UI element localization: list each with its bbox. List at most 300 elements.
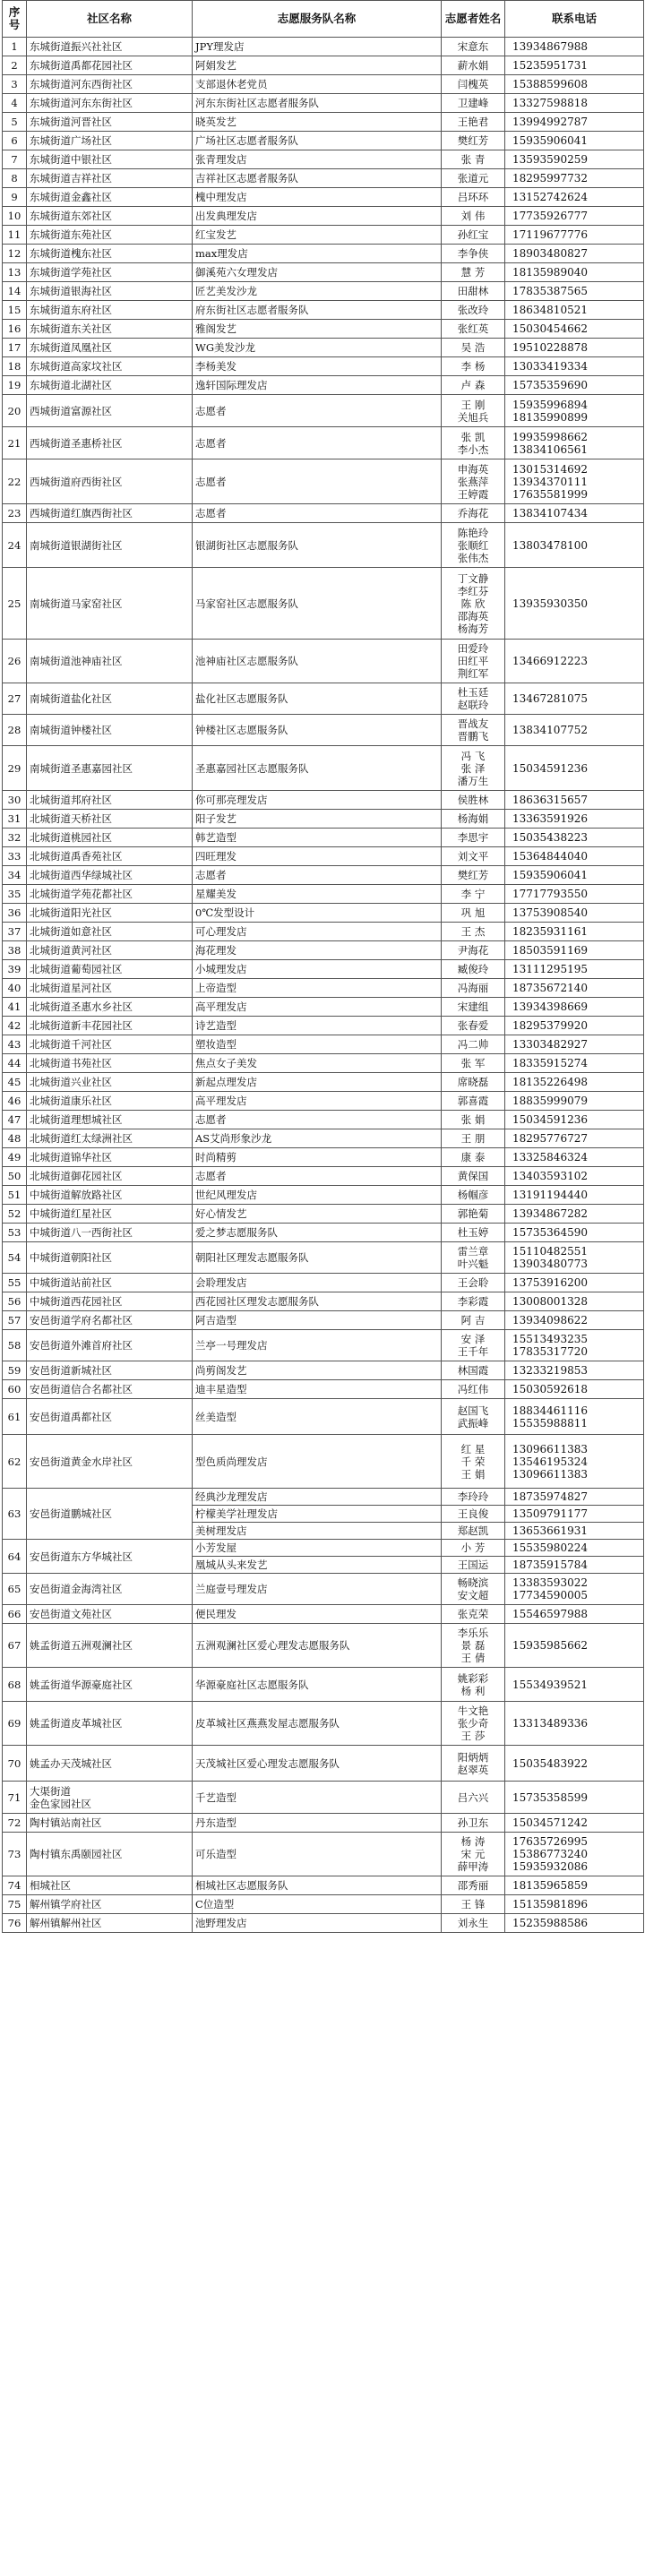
row-team: 志愿者: [193, 504, 442, 523]
table-row: [3, 1876, 644, 1895]
row-phone: 15110482551 13903480773: [505, 1242, 644, 1274]
row-seq: 76: [3, 1914, 27, 1933]
row-volunteer: 郭艳菊: [442, 1205, 505, 1224]
row-community: 北城街道书苑社区: [27, 1054, 193, 1073]
row-seq: 14: [3, 282, 27, 301]
row-team: 型色质尚理发店: [193, 1435, 442, 1489]
row-volunteer: 侯胜林: [442, 791, 505, 810]
row-seq: 51: [3, 1186, 27, 1205]
row-phone: 13834107434: [505, 504, 644, 523]
table-row: [3, 150, 644, 169]
row-volunteer: 张改玲: [442, 301, 505, 320]
table-row: [3, 1167, 644, 1186]
table-row: [3, 904, 644, 923]
row-seq: 33: [3, 847, 27, 866]
row-volunteer: 阿 吉: [442, 1311, 505, 1330]
row-seq: 24: [3, 523, 27, 568]
row-volunteer: 卢 森: [442, 376, 505, 395]
row-team: 银湖街社区志愿服务队: [193, 523, 442, 568]
row-team: 阳子发艺: [193, 810, 442, 829]
row-phone-entry: 13653661931: [505, 1522, 643, 1539]
row-phone: 18634810521: [505, 301, 644, 320]
table-row: [3, 791, 644, 810]
row-seq: 30: [3, 791, 27, 810]
row-seq: 6: [3, 132, 27, 150]
row-community: 东城街道高家坟社区: [27, 357, 193, 376]
row-seq: 2: [3, 56, 27, 75]
row-community: 南城街道盐化社区: [27, 683, 193, 715]
row-community: 东城街道金鑫社区: [27, 188, 193, 207]
table-row: [3, 1274, 644, 1292]
row-community: 北城街道西华绿城社区: [27, 866, 193, 885]
table-row: [3, 1833, 644, 1876]
row-phone-entry: 18735974827: [512, 1490, 588, 1503]
table-row: [3, 715, 644, 746]
row-volunteer: 李 杨: [442, 357, 505, 376]
row-volunteer: 席晓磊: [442, 1073, 505, 1092]
row-seq: 31: [3, 810, 27, 829]
row-team: C位造型: [193, 1895, 442, 1914]
table-row: [3, 640, 644, 683]
row-seq: 40: [3, 979, 27, 998]
table-row: [3, 1035, 644, 1054]
table-row: [3, 395, 644, 427]
row-seq: 61: [3, 1399, 27, 1435]
row-volunteer: 杜玉廷 赵联玲: [442, 683, 505, 715]
row-community: 东城街道河晋社区: [27, 113, 193, 132]
row-phone: 13233219853: [505, 1361, 644, 1380]
row-team: 出发典理发店: [193, 207, 442, 226]
row-phone: 15534939521: [505, 1668, 644, 1702]
row-volunteer: 冯 飞 张 泽 潘万生: [442, 746, 505, 791]
table-row: [3, 188, 644, 207]
row-volunteer: [442, 1489, 505, 1540]
row-community: 相城社区: [27, 1876, 193, 1895]
row-volunteer: 王会聆: [442, 1274, 505, 1292]
row-volunteer: 康 泰: [442, 1148, 505, 1167]
table-row: [3, 376, 644, 395]
row-volunteer: 李彩霞: [442, 1292, 505, 1311]
row-phone: 13015314692 13934370111 17635581999: [505, 459, 644, 504]
row-team: 志愿者: [193, 1167, 442, 1186]
row-seq: 48: [3, 1129, 27, 1148]
row-phone: 15034591236: [505, 746, 644, 791]
row-community: 安邑街道新城社区: [27, 1361, 193, 1380]
row-community: 西城街道富源社区: [27, 395, 193, 427]
table-row: [3, 301, 644, 320]
row-team: 好心情发艺: [193, 1205, 442, 1224]
row-phone: 13152742624: [505, 188, 644, 207]
table-header-row: [3, 1, 644, 38]
row-volunteer: 吴 浩: [442, 339, 505, 357]
table-row: [3, 1489, 644, 1540]
row-phone: 19935998662 13834106561: [505, 427, 644, 459]
row-community: 安邑街道信合名都社区: [27, 1380, 193, 1399]
row-community: 北城街道如意社区: [27, 923, 193, 941]
row-phone: 17835387565: [505, 282, 644, 301]
row-volunteer: 雷兰章 叶兴魁: [442, 1242, 505, 1274]
row-seq: 16: [3, 320, 27, 339]
row-community: 中城街道解放路社区: [27, 1186, 193, 1205]
row-seq: 44: [3, 1054, 27, 1073]
row-team: 志愿者: [193, 459, 442, 504]
row-volunteer: 闫槐英: [442, 75, 505, 94]
row-volunteer: 郭喜霞: [442, 1092, 505, 1111]
row-phone: 13934098622: [505, 1311, 644, 1330]
table-row: [3, 1148, 644, 1167]
row-seq: 32: [3, 829, 27, 847]
row-seq: 21: [3, 427, 27, 459]
row-phone: 15034571242: [505, 1814, 644, 1833]
row-phone: 15546597988: [505, 1605, 644, 1624]
row-phone: 13033419334: [505, 357, 644, 376]
row-volunteer: 张克荣: [442, 1605, 505, 1624]
row-community: 北城街道阳光社区: [27, 904, 193, 923]
row-volunteer: 张 娟: [442, 1111, 505, 1129]
row-phone: 13325846324: [505, 1148, 644, 1167]
row-phone: 15364844040: [505, 847, 644, 866]
table-row: [3, 357, 644, 376]
row-team: 高平理发店: [193, 1092, 442, 1111]
table-row: [3, 113, 644, 132]
table-row: [3, 1361, 644, 1380]
table-row: [3, 94, 644, 113]
row-volunteer: 张红英: [442, 320, 505, 339]
row-community: 北城街道天桥社区: [27, 810, 193, 829]
row-volunteer: 林国霞: [442, 1361, 505, 1380]
row-community: 东城街道东郊社区: [27, 207, 193, 226]
row-phone-entry: 13509791177: [505, 1505, 643, 1522]
row-volunteer: 安 泽 王千年: [442, 1330, 505, 1361]
table-row: [3, 75, 644, 94]
row-team: 便民理发: [193, 1605, 442, 1624]
row-team: 雅阁发艺: [193, 320, 442, 339]
row-community: 北城街道御花园社区: [27, 1167, 193, 1186]
row-team: WG美发沙龙: [193, 339, 442, 357]
row-phone: 13313489336: [505, 1702, 644, 1746]
row-phone: 18834461116 15535988811: [505, 1399, 644, 1435]
row-seq: 47: [3, 1111, 27, 1129]
row-phone: 13383593022 17734590005: [505, 1574, 644, 1605]
row-community: 姚孟办天茂城社区: [27, 1746, 193, 1782]
row-volunteer: 宋建组: [442, 998, 505, 1017]
row-seq: 49: [3, 1148, 27, 1167]
row-team: 丝美造型: [193, 1399, 442, 1435]
row-seq: 15: [3, 301, 27, 320]
row-volunteer: 王 锋: [442, 1895, 505, 1914]
row-community: 陶村镇东禹颐园社区: [27, 1833, 193, 1876]
row-seq: 63: [3, 1489, 27, 1540]
table-row: [3, 960, 644, 979]
row-volunteer: 红 星 千 荣 王 娟: [442, 1435, 505, 1489]
row-volunteer: 李争侠: [442, 245, 505, 263]
row-community: 北城街道红太绿洲社区: [27, 1129, 193, 1148]
row-seq: 53: [3, 1224, 27, 1242]
row-team: 志愿者: [193, 1111, 442, 1129]
row-seq: 67: [3, 1624, 27, 1668]
row-seq: 20: [3, 395, 27, 427]
row-community: 解州镇解州社区: [27, 1914, 193, 1933]
row-community: 北城街道康乐社区: [27, 1092, 193, 1111]
row-team: 时尚精剪: [193, 1148, 442, 1167]
row-volunteer: 刘 伟: [442, 207, 505, 226]
row-community: 西城街道红旗西街社区: [27, 504, 193, 523]
row-community: 北城街道锦华社区: [27, 1148, 193, 1167]
row-seq: 54: [3, 1242, 27, 1274]
row-seq: 56: [3, 1292, 27, 1311]
row-seq: 45: [3, 1073, 27, 1092]
row-phone: 15735358599: [505, 1782, 644, 1814]
row-volunteer: 杨 涛 宋 元 薛甲涛: [442, 1833, 505, 1876]
row-community: 北城街道葡萄园社区: [27, 960, 193, 979]
row-seq: 27: [3, 683, 27, 715]
row-phone: 13834107752: [505, 715, 644, 746]
table-row: [3, 38, 644, 56]
row-seq: 4: [3, 94, 27, 113]
row-volunteer: 杜玉婷: [442, 1224, 505, 1242]
row-volunteer: 李乐乐 景 磊 王 倩: [442, 1624, 505, 1668]
row-team: 小城理发店: [193, 960, 442, 979]
row-team: 上帝造型: [193, 979, 442, 998]
row-team-entry: 美树理发店: [193, 1522, 441, 1539]
row-team: 五洲观澜社区爱心理发志愿服务队: [193, 1624, 442, 1668]
row-volunteer: 陈艳玲 张顺红 张伟杰: [442, 523, 505, 568]
table-row: [3, 1895, 644, 1914]
row-phone: 13934398669: [505, 998, 644, 1017]
row-volunteer: 王艳君: [442, 113, 505, 132]
row-team: 千艺造型: [193, 1782, 442, 1814]
row-volunteer: 李 宁: [442, 885, 505, 904]
table-row: [3, 829, 644, 847]
row-volunteer: 冯二帅: [442, 1035, 505, 1054]
row-community: 南城街道圣惠嘉园社区: [27, 746, 193, 791]
row-seq: 22: [3, 459, 27, 504]
row-seq: 58: [3, 1330, 27, 1361]
row-community: 大渠街道 金色家园社区: [27, 1782, 193, 1814]
table-row: [3, 523, 644, 568]
row-volunteer-entry: 郑赵凯: [442, 1522, 504, 1539]
row-team: max理发店: [193, 245, 442, 263]
row-community: 北城街道桃园社区: [27, 829, 193, 847]
row-seq: 12: [3, 245, 27, 263]
row-phone: 13467281075: [505, 683, 644, 715]
table-row: [3, 885, 644, 904]
row-community: 东城街道河东西街社区: [27, 75, 193, 94]
row-volunteer: 杨海娟: [442, 810, 505, 829]
row-volunteer: 慧 芳: [442, 263, 505, 282]
row-volunteer-entry: 王良俊: [442, 1505, 504, 1522]
row-team: 池野理发店: [193, 1914, 442, 1933]
table-row: [3, 866, 644, 885]
row-seq: 66: [3, 1605, 27, 1624]
table-row: [3, 56, 644, 75]
row-community: 西城街道府西街社区: [27, 459, 193, 504]
row-seq: 3: [3, 75, 27, 94]
row-team: 皮革城社区燕燕发屋志愿服务队: [193, 1702, 442, 1746]
row-team: [193, 1540, 442, 1574]
row-team: 盐化社区志愿服务队: [193, 683, 442, 715]
row-team: 阿娟发艺: [193, 56, 442, 75]
table-row: [3, 226, 644, 245]
row-phone: 17735926777: [505, 207, 644, 226]
row-seq: 7: [3, 150, 27, 169]
row-volunteer: 畅晓滨 安文超: [442, 1574, 505, 1605]
row-phone: [505, 1540, 644, 1574]
row-team: 广场社区志愿者服务队: [193, 132, 442, 150]
row-community: 中城街道红星社区: [27, 1205, 193, 1224]
row-phone: 18135965859: [505, 1876, 644, 1895]
row-team-entry: 柠檬美学社理发店: [193, 1505, 441, 1522]
table-row: [3, 847, 644, 866]
table-row: [3, 979, 644, 998]
row-phone: 15030592618: [505, 1380, 644, 1399]
row-community: 东城街道东府社区: [27, 301, 193, 320]
row-volunteer: 薪水娟: [442, 56, 505, 75]
row-seq: 11: [3, 226, 27, 245]
row-team: 志愿者: [193, 427, 442, 459]
table-row: [3, 1399, 644, 1435]
row-phone: 18295997732: [505, 169, 644, 188]
row-seq: 71: [3, 1782, 27, 1814]
row-volunteer: 巩 旭: [442, 904, 505, 923]
row-volunteer: 丁文静 李红芬 陈 欣 邵海英 杨海芳: [442, 568, 505, 640]
row-seq: 28: [3, 715, 27, 746]
row-community: 中城街道八一西街社区: [27, 1224, 193, 1242]
row-volunteer: 樊红芳: [442, 866, 505, 885]
row-seq: 43: [3, 1035, 27, 1054]
row-team-entry: 凰城从头来发艺: [193, 1556, 441, 1573]
row-team: 槐中理发店: [193, 188, 442, 207]
row-seq: 8: [3, 169, 27, 188]
row-seq: 26: [3, 640, 27, 683]
row-seq: 50: [3, 1167, 27, 1186]
row-phone: 18235931161: [505, 923, 644, 941]
table-row: [3, 1186, 644, 1205]
row-phone: 15935985662: [505, 1624, 644, 1668]
table-row: [3, 1914, 644, 1933]
row-seq: 70: [3, 1746, 27, 1782]
row-phone: 13753908540: [505, 904, 644, 923]
row-team: 府东街社区志愿者服务队: [193, 301, 442, 320]
row-community: 安邑街道鹏城社区: [27, 1489, 193, 1540]
table-row: [3, 207, 644, 226]
row-team: 朝阳社区理发志愿服务队: [193, 1242, 442, 1274]
row-phone: 15035438223: [505, 829, 644, 847]
row-community: 南城街道马家窑社区: [27, 568, 193, 640]
row-volunteer: 宋意东: [442, 38, 505, 56]
row-team: 星耀美发: [193, 885, 442, 904]
row-volunteer: 张道元: [442, 169, 505, 188]
row-team: 可心理发店: [193, 923, 442, 941]
row-phone: 15935996894 18135990899: [505, 395, 644, 427]
row-phone: 13096611383 13546195324 13096611383: [505, 1435, 644, 1489]
row-volunteer-entry: 李玲玲: [457, 1490, 489, 1503]
row-phone: 15035483922: [505, 1746, 644, 1782]
row-team: 马家窑社区志愿服务队: [193, 568, 442, 640]
row-community: 西城街道圣惠桥社区: [27, 427, 193, 459]
table-row: [3, 282, 644, 301]
row-community: 东城街道禹都花园社区: [27, 56, 193, 75]
row-community: 中城街道站前社区: [27, 1274, 193, 1292]
row-phone: 13111295195: [505, 960, 644, 979]
row-volunteer: 吕环环: [442, 188, 505, 207]
row-phone: 18295776727: [505, 1129, 644, 1148]
table-row: [3, 427, 644, 459]
row-team: 0℃发型设计: [193, 904, 442, 923]
row-seq: 5: [3, 113, 27, 132]
table-row: [3, 683, 644, 715]
row-phone: 13753916200: [505, 1274, 644, 1292]
row-community: 东城街道东关社区: [27, 320, 193, 339]
row-team: AS艾尚形象沙龙: [193, 1129, 442, 1148]
row-community: 北城街道黄河社区: [27, 941, 193, 960]
table-row: [3, 1311, 644, 1330]
table-row: [3, 1242, 644, 1274]
table-row: [3, 1292, 644, 1311]
row-volunteer: 张春爱: [442, 1017, 505, 1035]
row-seq: 65: [3, 1574, 27, 1605]
row-volunteer: 王 刚 关旭兵: [442, 395, 505, 427]
row-volunteer: 张 青: [442, 150, 505, 169]
row-volunteer: 杨帼彦: [442, 1186, 505, 1205]
row-phone: 18835999079: [505, 1092, 644, 1111]
row-seq: 18: [3, 357, 27, 376]
table-row: [3, 1668, 644, 1702]
row-seq: 36: [3, 904, 27, 923]
table-row: [3, 1111, 644, 1129]
row-phone: 15513493235 17835317720: [505, 1330, 644, 1361]
row-seq: 62: [3, 1435, 27, 1489]
row-community: 中城街道朝阳社区: [27, 1242, 193, 1274]
table-row: [3, 810, 644, 829]
row-phone: 13593590259: [505, 150, 644, 169]
table-row: [3, 245, 644, 263]
row-community: 安邑街道禹都社区: [27, 1399, 193, 1435]
row-team: 华源豪庭社区志愿服务队: [193, 1668, 442, 1702]
row-community: 南城街道银湖街社区: [27, 523, 193, 568]
row-seq: 41: [3, 998, 27, 1017]
table-row: [3, 1605, 644, 1624]
row-community: 北城街道邦府社区: [27, 791, 193, 810]
row-community: 北城街道学苑花都社区: [27, 885, 193, 904]
table-row: [3, 1205, 644, 1224]
row-phone: 13466912223: [505, 640, 644, 683]
table-row: [3, 1330, 644, 1361]
table-row: [3, 1129, 644, 1148]
row-team: 塑妆造型: [193, 1035, 442, 1054]
row-volunteer: 臧俊玲: [442, 960, 505, 979]
row-team: 志愿者: [193, 395, 442, 427]
row-volunteer: [442, 1540, 505, 1574]
table-row: [3, 1574, 644, 1605]
row-community: 东城街道北湖社区: [27, 376, 193, 395]
row-volunteer: 张 凯 李小杰: [442, 427, 505, 459]
row-team: 李杨美发: [193, 357, 442, 376]
row-phone: 18636315657: [505, 791, 644, 810]
row-community: 北城街道兴业社区: [27, 1073, 193, 1092]
row-phone: 13934867988: [505, 38, 644, 56]
row-team: 红宝发艺: [193, 226, 442, 245]
row-community: 东城街道凤凰社区: [27, 339, 193, 357]
table-row: [3, 1224, 644, 1242]
header-seq: 序号: [3, 1, 27, 38]
table-row: [3, 1092, 644, 1111]
row-team: 海花理发: [193, 941, 442, 960]
row-team: 世纪风理发店: [193, 1186, 442, 1205]
row-team: 尚剪阁发艺: [193, 1361, 442, 1380]
row-community: 北城街道千河社区: [27, 1035, 193, 1054]
row-phone: 18135226498: [505, 1073, 644, 1092]
